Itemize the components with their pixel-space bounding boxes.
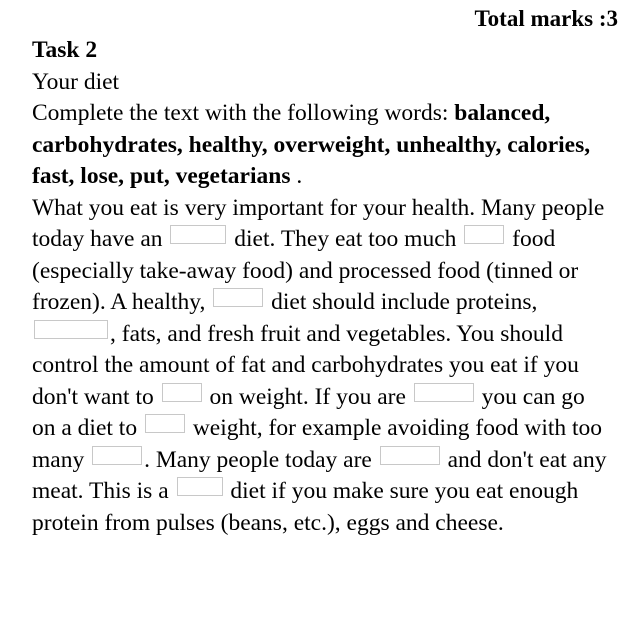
answer-blank-10[interactable]: [177, 477, 223, 496]
passage-text-3: food (especially take-away food) and processed food (tinned or frozen). A healthy,: [32, 226, 579, 315]
answer-blank-6[interactable]: [414, 383, 474, 402]
passage-text-9: . Many people today are: [144, 446, 378, 473]
task-subtitle: Your diet: [32, 68, 120, 95]
task-title: Task 2: [32, 37, 98, 63]
passage-text-8: weight, for example avoiding food with too many: [32, 415, 603, 473]
task-content: [32, 35, 614, 539]
answer-blank-8[interactable]: [92, 446, 142, 465]
word-bank: balanced, carbohydrates, healthy, overweight, unhealthy, calories, fast, lose, put, vegetarians: [32, 100, 591, 189]
passage-text-11: diet if you make sure you eat enough protein from pulses (beans, etc.), eggs and cheese.: [32, 478, 579, 536]
answer-blank-3[interactable]: [213, 288, 263, 307]
answer-blank-2[interactable]: [464, 225, 504, 244]
instruction: [32, 98, 614, 193]
passage-text-7: you can go on a diet to: [32, 383, 585, 441]
passage-text-4: diet should include proteins,: [265, 289, 538, 315]
passage-text-5: , fats, and fresh fruit and vegetables. You should control the amount of fat and carbohydrates you eat if you don't want to: [32, 320, 579, 410]
passage-text-2: diet. They eat too much: [228, 226, 463, 252]
answer-blank-4[interactable]: [34, 320, 108, 339]
answer-blank-1[interactable]: [170, 225, 226, 244]
passage: [32, 193, 614, 540]
passage-text-6: on weight. If you are: [203, 383, 412, 410]
answer-blank-7[interactable]: [145, 414, 185, 433]
total-marks: Total marks :3: [474, 6, 618, 31]
instruction-text: Complete the text with the following words:: [32, 100, 455, 126]
answer-blank-9[interactable]: [380, 446, 440, 465]
passage-text-1: What you eat is very important for your health. Many people today have an: [32, 194, 605, 252]
answer-blank-5[interactable]: [162, 383, 202, 402]
instruction-end: .: [290, 163, 303, 189]
passage-text-10: and don't eat any meat. This is a: [32, 446, 607, 504]
